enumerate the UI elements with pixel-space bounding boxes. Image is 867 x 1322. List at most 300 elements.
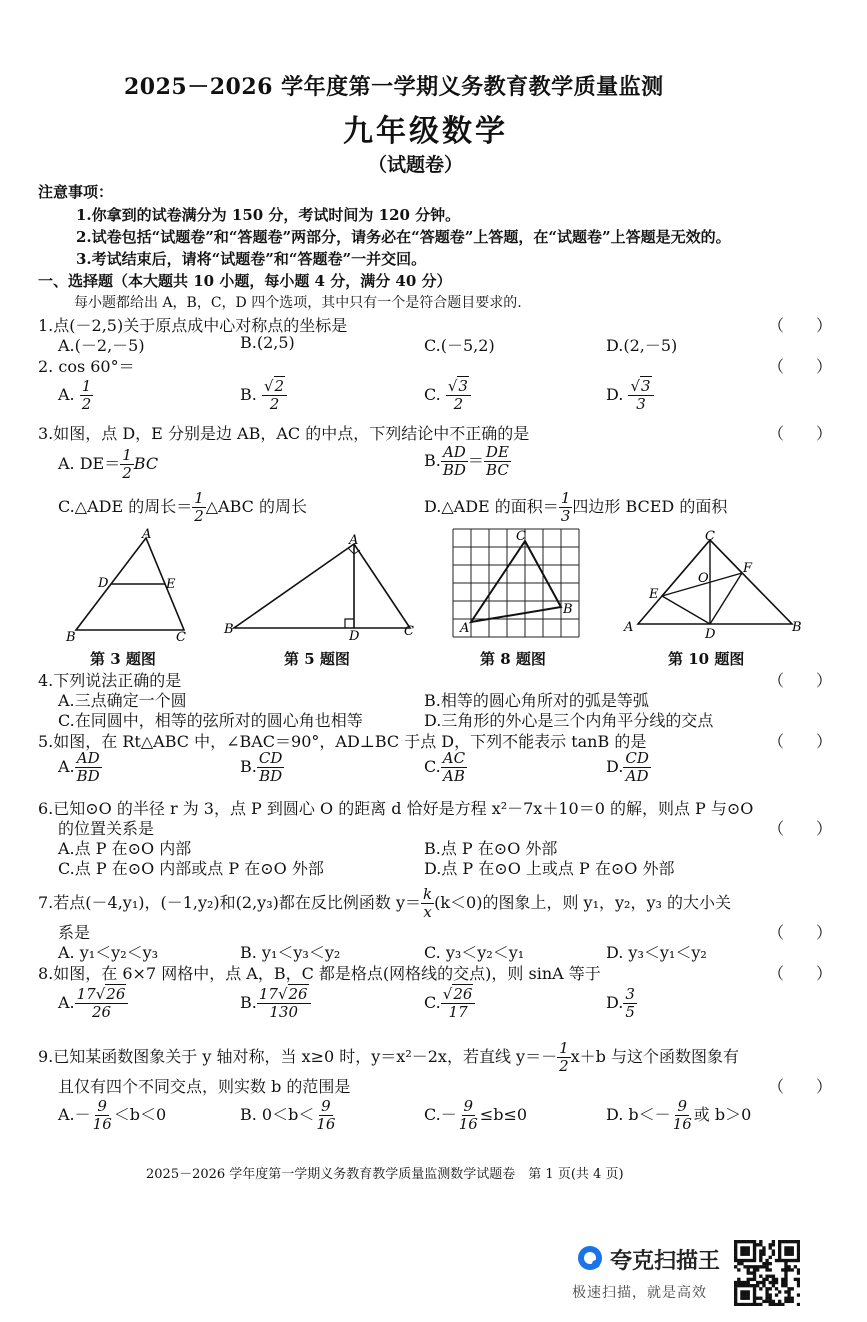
qr-module [762,1246,765,1249]
qr-module [787,1287,790,1290]
qr-module [750,1265,753,1268]
q5-option-c [424,750,467,785]
qr-module [743,1293,746,1296]
numerator: 9 [321,1097,331,1115]
qr-module [740,1284,743,1287]
qr-module [787,1300,790,1303]
qr-module [797,1249,800,1252]
q2-option-a-label: A. [58,385,75,404]
denominator: 16 [92,1115,112,1133]
qr-module [759,1281,762,1284]
qr-module [753,1246,756,1249]
q3-answer-paren: （ ） [768,424,833,443]
denominator: x [423,903,432,921]
q3-option-a-fraction [120,447,134,482]
q1-option-b: B.(2,5) [240,333,295,352]
qr-module [747,1284,750,1287]
q8-option-d [606,986,637,1021]
qr-module [784,1300,787,1303]
caption-fig3: 第 3 题图 [90,650,156,668]
q7-option-c: C. y₃＜y₂＜y₁ [424,943,525,962]
q9-option-b-fraction [314,1098,337,1133]
qr-module [762,1249,765,1252]
qr-module [765,1268,768,1271]
qr-module [762,1262,765,1265]
q8-option-c-label: C. [424,993,441,1012]
q8-option-a-fraction [75,986,129,1021]
qr-module [750,1240,753,1243]
q9-option-a-fraction [91,1098,114,1133]
qr-module [772,1278,775,1281]
qr-module [759,1243,762,1246]
q4-option-b: B.相等的圆心角所对的弧是等弧 [424,691,649,710]
q7-stem-start: 7.若点(－4,y₁)，(－1,y₂)和(2,y₃)都在反比例函数 y＝ [38,893,422,912]
q7-stem [38,886,731,921]
label-f: F [743,561,753,576]
qr-module [753,1253,756,1256]
qr-module [778,1243,781,1246]
qr-module [734,1256,737,1259]
q3-option-d-tail: 四边形 BCED 的面积 [572,497,728,516]
denominator: 2 [81,395,92,413]
qr-module [784,1271,787,1274]
q8-option-b [240,986,311,1021]
qr-module [740,1293,743,1296]
q2-option-c-fraction [446,378,471,413]
qr-module [784,1262,787,1265]
q7-fraction [421,886,434,921]
qr-module [769,1262,772,1265]
qr-module [759,1259,762,1262]
qr-module [765,1290,768,1293]
triangle-abc [234,544,410,628]
qr-module [750,1278,753,1281]
qr-module [743,1249,746,1252]
qr-module [775,1259,778,1262]
qr-module [759,1256,762,1259]
qr-module [747,1271,750,1274]
q9-option-a [58,1098,166,1133]
q5-option-d-label: D. [606,757,624,776]
q8-option-c [424,986,475,1021]
caption-fig10: 第 10 题图 [668,650,745,668]
radicand: 26 [453,985,473,1003]
qr-module [753,1249,756,1252]
label-a: A [460,621,470,636]
numerator: √3 [446,378,471,396]
numerator: 9 [677,1097,687,1115]
numerator: √2 [262,378,287,396]
qr-module [765,1300,768,1303]
qr-module [743,1246,746,1249]
qr-module [765,1287,768,1290]
qr-module [769,1297,772,1300]
segment-fc [710,540,742,573]
q9-option-d [606,1098,751,1133]
qr-module [756,1284,759,1287]
qr-module [778,1249,781,1252]
numerator: k [423,885,433,903]
denominator: BC [486,461,509,479]
qr-module [750,1284,753,1287]
paper-type: （试题卷） [368,154,464,176]
qr-module [794,1259,797,1262]
qr-module [772,1275,775,1278]
segment-ed [662,596,710,624]
q9-stem-start: 9.已知某函数图象关于 y 轴对称，当 x≥0 时，y＝x²－2x，若直线 y＝－ [38,1047,558,1066]
qr-module [740,1281,743,1284]
qr-module [769,1287,772,1290]
q9-option-b-label: B. 0＜b＜ [240,1105,315,1124]
q8-option-d-label: D. [606,993,624,1012]
qr-module [765,1265,768,1268]
qr-module [747,1278,750,1281]
denominator: BD [76,767,100,785]
qr-module [753,1290,756,1293]
qr-module [747,1293,750,1296]
qr-module [797,1284,800,1287]
q9-option-d-tail: 或 b＞0 [693,1105,752,1124]
qr-module [791,1259,794,1262]
qr-module [787,1240,790,1243]
equals-sign: ＝ [467,451,484,470]
qr-module [759,1303,762,1306]
caption-fig5: 第 5 题图 [284,650,350,668]
denominator: 130 [269,1003,299,1021]
q3-option-b-fraction-2 [484,444,511,479]
qr-module [765,1293,768,1296]
q2-option-d [606,378,654,413]
qr-module [778,1246,781,1249]
qr-module [791,1287,794,1290]
denominator: 16 [672,1115,692,1133]
qr-module [775,1281,778,1284]
qr-module [765,1278,768,1281]
q7-stem-2: 系是 [58,923,91,942]
numerator: 3 [625,985,635,1003]
q1-answer-paren: （ ） [768,316,833,335]
qr-module [769,1268,772,1271]
qr-module [747,1249,750,1252]
q3-stem: 3.如图，点 D，E 分别是边 AB，AC 的中点，下列结论中不正确的是 [38,424,530,443]
triangle-abc [471,541,561,622]
q9-option-c [424,1098,527,1133]
qr-code-icon [734,1240,800,1306]
label-b: B [224,622,234,637]
qr-module [791,1249,794,1252]
q3-option-c [58,490,307,525]
qr-module [778,1240,781,1243]
label-c: C [705,530,715,544]
q6-option-d: D.点 P 在⊙O 上或点 P 在⊙O 外部 [424,859,675,878]
qr-module [769,1275,772,1278]
qr-module [740,1297,743,1300]
denominator: 2 [122,464,132,482]
qr-module [743,1297,746,1300]
label-a: A [624,620,634,635]
qr-module [787,1297,790,1300]
qr-module [778,1300,781,1303]
numerator: 9 [97,1097,107,1115]
q3-option-c-tail: △ABC 的周长 [205,497,308,516]
qr-module [765,1297,768,1300]
numerator: AC [442,749,466,767]
q1-option-a: A.(－2,－5) [58,336,145,355]
qr-module [765,1275,768,1278]
q3-option-b [424,444,511,479]
qr-module [747,1240,750,1243]
numerator: 1 [81,377,92,395]
qr-module [753,1268,756,1271]
qr-module [797,1253,800,1256]
notice-item-3: 3.考试结束后，请将“试题卷”和“答题卷”一并交回。 [76,250,427,268]
denominator: 17 [448,1003,468,1021]
qr-module [791,1240,794,1243]
denominator: 26 [91,1003,112,1021]
q2-answer-paren: （ ） [768,357,833,376]
q6-option-c: C.点 P 在⊙O 内部或点 P 在⊙O 外部 [58,859,324,878]
qr-module [781,1259,784,1262]
qr-module [753,1284,756,1287]
qr-module [784,1265,787,1268]
numerator: 1 [560,489,571,507]
qr-module [772,1300,775,1303]
qr-module [769,1281,772,1284]
q5-option-c-fraction [441,750,467,785]
radicand: 26 [288,985,308,1003]
q4-option-a: A.三点确定一个圆 [58,691,187,710]
qr-module [781,1281,784,1284]
qr-module [787,1253,790,1256]
qr-module [750,1259,753,1262]
q9-option-d-label: D. b＜－ [606,1105,671,1124]
qr-module [769,1303,772,1306]
denominator: BD [442,461,466,479]
qr-module [734,1253,737,1256]
q2-option-d-fraction [628,378,653,413]
radicand: 3 [458,377,468,395]
qr-module [734,1297,737,1300]
qr-module [743,1290,746,1293]
q2-option-b [240,378,287,413]
qr-module [753,1265,756,1268]
qr-module [743,1265,746,1268]
denominator: 2 [194,507,204,525]
scanner-watermark [568,1236,810,1308]
qr-module [740,1253,743,1256]
qr-module [797,1240,800,1243]
numerator: √26 [441,986,476,1004]
qr-module [762,1265,765,1268]
qr-module [762,1300,765,1303]
q3-option-c-fraction [192,490,206,525]
qr-module [781,1303,784,1306]
qr-module [778,1256,781,1259]
qr-module [791,1246,794,1249]
qr-module [747,1290,750,1293]
qr-module [743,1259,746,1262]
qr-module [753,1278,756,1281]
label-e: E [649,587,659,602]
section-title: 一、选择题（本大题共 10 小题，每小题 4 分，满分 40 分） [38,272,452,290]
qr-module [769,1293,772,1296]
qr-module [734,1259,737,1262]
qr-module [734,1240,737,1243]
q3-option-d [424,490,727,525]
q1-option-c: C.(－5,2) [424,336,495,355]
coefficient: 17 [76,985,96,1003]
denominator: 3 [636,395,646,413]
q6-option-a: A.点 P 在⊙O 内部 [58,839,192,858]
qr-module [756,1265,759,1268]
radicand: 2 [274,377,285,395]
q1-option-d: D.(2,－5) [606,336,678,355]
qr-module [734,1281,737,1284]
qr-module [797,1259,800,1262]
qr-module [794,1278,797,1281]
qr-module [737,1268,740,1271]
label-a: A [349,533,359,548]
label-b: B [66,630,76,643]
qr-module [740,1246,743,1249]
qr-module [762,1281,765,1284]
figure-q10 [618,530,808,642]
qr-module [747,1253,750,1256]
denominator: 2 [453,395,464,413]
numerator: AD [442,443,466,461]
label-d: D [705,627,716,642]
q2-option-d-label: D. [606,385,624,404]
qr-module [737,1284,740,1287]
qr-module [753,1256,756,1259]
caption-fig8: 第 8 题图 [480,650,546,668]
q9-stem-2: 且仅有四个不同交点，则实数 b 的范围是 [58,1077,351,1096]
denominator: AD [625,767,649,785]
q5-option-a [58,750,102,785]
label-o: O [698,571,709,586]
q8-option-b-fraction [257,986,311,1021]
q9-option-c-fraction [457,1098,480,1133]
qr-module [753,1287,756,1290]
qr-module [753,1293,756,1296]
qr-module [784,1297,787,1300]
qr-module [740,1249,743,1252]
qr-module [778,1290,781,1293]
qr-module [778,1303,781,1306]
qr-module [747,1297,750,1300]
label-c: C [516,529,526,544]
qr-module [787,1249,790,1252]
q5-option-d-fraction [623,750,651,785]
qr-module [784,1290,787,1293]
qr-module [797,1281,800,1284]
qr-module [784,1249,787,1252]
qr-module [753,1303,756,1306]
q9-fraction [557,1040,571,1075]
qr-module [737,1303,740,1306]
qr-module [743,1303,746,1306]
qr-module [734,1249,737,1252]
label-e: E [166,577,176,592]
qr-module [762,1253,765,1256]
radicand: 26 [106,985,126,1003]
q5-option-b [240,750,284,785]
qr-module [753,1240,756,1243]
qr-module [740,1290,743,1293]
q9-option-a-tail: ＜b＜0 [113,1105,167,1124]
q5-option-b-fraction [257,750,285,785]
qr-module [797,1268,800,1271]
qr-module [791,1300,794,1303]
q6-option-b: B.点 P 在⊙O 外部 [424,839,558,858]
qr-module [737,1240,740,1243]
q6-stem: 6.已知⊙O 的半径 r 为 3，点 P 到圆心 O 的距离 d 恰好是方程 x²－7x＋10＝0 的解，则点 P 与⊙O [38,799,754,818]
qr-module [756,1281,759,1284]
label-b: B [563,602,573,617]
qr-module [762,1284,765,1287]
q8-option-c-fraction [441,986,476,1021]
qr-module [797,1278,800,1281]
qr-module [753,1275,756,1278]
qr-module [784,1240,787,1243]
q2-option-a-fraction [80,378,94,413]
qr-module [765,1262,768,1265]
q9-option-d-fraction [671,1098,694,1133]
q7-option-b: B. y₁＜y₃＜y₂ [240,943,341,962]
q9-stem-end: x＋b 与这个函数图象有 [570,1047,739,1066]
qr-module [781,1278,784,1281]
qr-module [743,1253,746,1256]
denominator: 5 [625,1003,635,1021]
qr-module [747,1268,750,1271]
numerator: 1 [122,446,132,464]
q3-option-d-label: D.△ADE 的面积＝ [424,497,559,516]
numerator: 17√26 [257,986,311,1004]
denominator: AB [442,767,465,785]
qr-module [734,1293,737,1296]
q6-stem-2: 的位置关系是 [58,819,155,838]
denominator: 2 [559,1057,569,1075]
qr-module [753,1300,756,1303]
qr-module [740,1240,743,1243]
qr-module [797,1243,800,1246]
qr-module [781,1284,784,1287]
q1-stem: 1.点(－2,5)关于原点成中心对称点的坐标是 [38,316,348,335]
qr-module [778,1253,781,1256]
qr-module [747,1281,750,1284]
qr-module [784,1281,787,1284]
exam-title: 2025－2026 学年度第一学期义务教育教学质量监测 [124,74,664,100]
right-angle-mark [345,619,354,628]
qr-module [784,1253,787,1256]
watermark-slogan: 极速扫描，就是高效 [572,1285,707,1301]
qr-module [734,1243,737,1246]
qr-module [750,1271,753,1274]
qr-module [740,1259,743,1262]
qr-module [743,1281,746,1284]
qr-module [791,1268,794,1271]
triangle-abc [638,540,792,624]
qr-module [775,1293,778,1296]
qr-module [756,1243,759,1246]
denominator: 3 [560,507,571,525]
qr-module [737,1259,740,1262]
label-d: D [349,629,360,642]
q3-option-d-fraction [559,490,573,525]
qr-module [756,1297,759,1300]
coefficient: 17 [258,985,278,1003]
q9-answer-paren: （ ） [768,1077,833,1096]
